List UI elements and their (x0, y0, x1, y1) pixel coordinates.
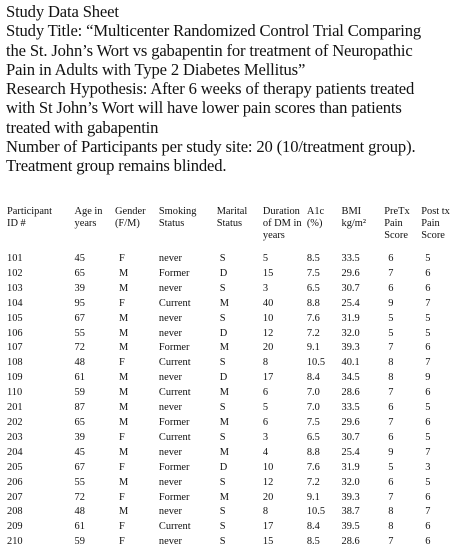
table-cell: 7.2 (306, 476, 320, 488)
table-cell: 9.1 (306, 342, 320, 354)
table-cell: 34.5 (341, 372, 360, 384)
table-cell: M (118, 387, 129, 399)
table-row (4, 431, 456, 446)
column-header-line: Pain (384, 217, 403, 229)
table-cell: 29.6 (341, 267, 360, 279)
column-header-line: years (262, 229, 285, 241)
table-cell: 10 (262, 312, 274, 324)
table-cell: never (158, 327, 182, 339)
table-cell: 6.5 (306, 431, 320, 443)
table-cell: 48 (74, 506, 85, 518)
table-cell: 87 (74, 402, 85, 414)
table-cell: M (118, 506, 129, 518)
table-cell: M (219, 387, 229, 399)
table-cell: 7 (425, 297, 431, 309)
table-cell: M (118, 372, 129, 384)
data-table-container (4, 206, 456, 550)
table-row (4, 267, 456, 282)
table-cell: 8 (388, 506, 394, 518)
table-row (4, 297, 456, 312)
sheet-title: Study Data Sheet (6, 2, 119, 21)
table-cell: 207 (7, 491, 23, 503)
table-cell: 8 (388, 372, 394, 384)
study-data-table (4, 206, 456, 550)
table-cell: 10 (262, 461, 274, 473)
table-cell: 31.9 (341, 312, 360, 324)
table-cell: 7 (388, 342, 394, 354)
table-cell: 5 (425, 312, 431, 324)
table-cell: 40.1 (341, 357, 360, 369)
table-cell: Former (158, 342, 190, 354)
table-row (4, 446, 456, 461)
column-header-line (342, 230, 385, 242)
column-header-line: Score (421, 229, 445, 241)
table-cell: 6 (425, 521, 431, 533)
table-cell: 30.7 (341, 282, 360, 294)
column-header (75, 206, 115, 252)
table-cell: Current (158, 297, 191, 309)
table-cell: 107 (7, 342, 23, 354)
hypothesis-line: Research Hypothesis: After 6 weeks of therapy patients treated (6, 79, 415, 99)
column-header-line: ID # (7, 217, 26, 229)
table-cell: M (118, 416, 129, 428)
table-cell: 7.2 (306, 327, 320, 339)
table-cell: 29.6 (341, 416, 360, 428)
table-cell: 8 (388, 357, 394, 369)
table-cell: 20 (262, 342, 274, 354)
column-header (115, 206, 159, 252)
column-header-line: PreTx (384, 206, 410, 217)
table-cell: 30.7 (341, 431, 360, 443)
table-header-row (4, 206, 456, 252)
table-cell: M (219, 416, 229, 428)
table-cell: 5 (388, 461, 394, 473)
column-header-line (75, 230, 115, 242)
table-cell: 8.8 (306, 297, 320, 309)
table-cell: M (219, 297, 229, 309)
table-cell: 40 (262, 297, 274, 309)
table-cell: 7 (425, 357, 431, 369)
table-cell: 25.4 (341, 446, 360, 458)
participants-line: Number of Participants per study site: 20 (10/treatment group). (6, 137, 416, 157)
table-cell: 39 (74, 282, 85, 294)
table-row (4, 535, 456, 550)
table-cell: S (219, 282, 226, 294)
table-cell: never (158, 446, 182, 458)
table-row (4, 252, 456, 267)
table-cell: 65 (74, 416, 85, 428)
table-cell: 9 (425, 372, 431, 384)
table-cell: 25.4 (341, 297, 360, 309)
table-row (4, 327, 456, 342)
table-cell: 8.4 (306, 372, 320, 384)
column-header-line (115, 230, 159, 242)
table-cell: 7 (388, 536, 394, 548)
study-title-line: Pain in Adults with Type 2 Diabetes Mellitus” (6, 59, 306, 79)
table-cell: 45 (74, 446, 85, 458)
table-row (4, 341, 456, 356)
table-body (4, 252, 456, 550)
table-cell: 6 (425, 536, 431, 548)
study-title-line: the St. John’s Wort vs gabapentin for treatment of Neuropathic (6, 40, 413, 60)
column-header-line: (%) (306, 217, 323, 229)
table-cell: M (219, 491, 229, 503)
table-cell: 105 (7, 312, 23, 324)
table-cell: 4 (262, 446, 269, 458)
column-header (307, 206, 342, 252)
table-cell: 39.3 (341, 491, 360, 503)
table-cell: 28.6 (341, 387, 360, 399)
table-row (4, 476, 456, 491)
table-cell: F (118, 253, 125, 264)
table-cell: 7 (425, 446, 431, 458)
table-cell: 7.6 (306, 461, 320, 473)
table-cell: M (118, 327, 129, 339)
table-cell: 6 (425, 282, 431, 294)
table-cell: 5 (388, 312, 394, 324)
table-cell: never (158, 253, 182, 264)
table-cell: S (219, 357, 226, 369)
table-cell: 5 (425, 327, 431, 339)
table-cell: 103 (7, 282, 23, 294)
table-cell: 7 (425, 506, 431, 518)
table-cell: 55 (74, 476, 85, 488)
table-cell: 5 (425, 476, 431, 488)
table-cell: 72 (74, 491, 85, 503)
table-cell: 3 (262, 431, 269, 443)
table-cell: Former (158, 491, 190, 503)
table-cell: Current (158, 387, 191, 399)
table-cell: 8.5 (306, 253, 320, 264)
table-cell: never (158, 372, 182, 384)
table-cell: F (118, 357, 125, 369)
table-cell: D (219, 327, 228, 339)
table-row (4, 386, 456, 401)
table-cell: 108 (7, 357, 23, 369)
column-header-line: Gender (114, 206, 146, 217)
table-cell: 8 (262, 506, 269, 518)
table-row (4, 356, 456, 371)
table-cell: 210 (7, 536, 23, 548)
table-cell: 7 (388, 387, 394, 399)
table-row (4, 461, 456, 476)
table-cell: 8.5 (306, 536, 320, 548)
table-cell: 5 (425, 431, 431, 443)
table-cell: 8 (388, 521, 394, 533)
table-cell: 3 (262, 282, 269, 294)
table-cell: 208 (7, 506, 23, 518)
table-cell: 6 (388, 253, 394, 264)
table-cell: 204 (7, 446, 23, 458)
table-cell: 206 (7, 476, 23, 488)
table-cell: 8.8 (306, 446, 320, 458)
table-cell: 7.0 (306, 402, 320, 414)
table-cell: never (158, 506, 182, 518)
table-cell: 6 (425, 387, 431, 399)
table-cell: 20 (262, 491, 274, 503)
column-header (217, 206, 263, 252)
table-cell: 6 (388, 476, 394, 488)
table-cell: 10.5 (306, 357, 326, 369)
column-header-line: Marital (216, 206, 248, 217)
table-cell: 6 (425, 267, 431, 279)
table-cell: 15 (262, 267, 274, 279)
table-cell: 59 (74, 536, 85, 548)
table-row (4, 416, 456, 431)
table-row (4, 505, 456, 520)
table-cell: 6 (425, 416, 431, 428)
column-header-line: Age in (74, 206, 103, 217)
column-header (159, 206, 217, 252)
table-row (4, 401, 456, 416)
column-header-line: A1c (306, 206, 325, 217)
table-cell: 201 (7, 402, 23, 414)
table-cell: Former (158, 416, 190, 428)
table-cell: 9 (388, 446, 394, 458)
table-cell: S (219, 536, 226, 548)
table-cell: Current (158, 357, 191, 369)
column-header-line: (F/M) (114, 217, 140, 229)
table-cell: 5 (425, 253, 431, 264)
table-cell: 202 (7, 416, 23, 428)
column-header-line (307, 230, 342, 242)
column-header-line: Participant (7, 206, 53, 217)
table-cell: 32.0 (341, 476, 360, 488)
table-cell: M (118, 402, 129, 414)
table-cell: 109 (7, 372, 23, 384)
column-header (421, 206, 456, 252)
column-header-line (159, 230, 217, 242)
column-header (342, 206, 385, 252)
table-cell: 6 (262, 416, 269, 428)
table-cell: 39.3 (341, 342, 360, 354)
table-cell: S (219, 521, 226, 533)
table-cell: 9 (388, 297, 394, 309)
table-row (4, 520, 456, 535)
hypothesis-line: with St John’s Wort will have lower pain scores than patients (6, 98, 402, 118)
table-cell: 209 (7, 521, 23, 533)
table-cell: 6 (425, 342, 431, 354)
table-cell: 6 (262, 387, 269, 399)
table-cell: 104 (7, 297, 23, 309)
table-cell: 61 (74, 521, 85, 533)
table-cell: 32.0 (341, 327, 360, 339)
table-cell: M (118, 342, 129, 354)
table-cell: Current (158, 521, 191, 533)
table-cell: 39 (74, 431, 85, 443)
table-cell: 15 (262, 536, 274, 548)
table-cell: 31.9 (341, 461, 360, 473)
table-cell: 61 (74, 372, 85, 384)
table-cell: S (219, 312, 226, 324)
table-cell: S (219, 402, 226, 414)
table-cell: 67 (74, 312, 85, 324)
table-cell: 7 (388, 416, 394, 428)
study-title-line: Study Title: “Multicenter Randomized Control Trial Comparing (6, 21, 422, 41)
table-cell: 6 (388, 282, 394, 294)
column-header (263, 206, 307, 252)
table-cell: 17 (262, 521, 274, 533)
table-cell: D (219, 267, 228, 279)
table-cell: D (219, 372, 228, 384)
table-cell: 7 (388, 267, 394, 279)
table-cell: F (118, 297, 125, 309)
table-cell: 9.1 (306, 491, 320, 503)
column-header-line: of DM in (262, 217, 302, 229)
table-row (4, 371, 456, 386)
table-cell: 12 (262, 327, 274, 339)
table-cell: Current (158, 431, 191, 443)
table-row (4, 282, 456, 297)
table-cell: 6 (388, 402, 394, 414)
column-header-line: Score (384, 229, 408, 241)
table-cell: 6.5 (306, 282, 320, 294)
table-cell: 7.5 (306, 267, 320, 279)
table-row (4, 491, 456, 506)
table-cell: 7 (388, 491, 394, 503)
table-cell: 55 (74, 327, 85, 339)
table-cell: 6 (388, 431, 394, 443)
table-cell: 38.7 (341, 506, 360, 518)
column-header (384, 206, 421, 252)
table-cell: 10.5 (306, 506, 326, 518)
table-cell: 48 (74, 357, 85, 369)
table-cell: 7.5 (306, 416, 320, 428)
table-cell: 65 (74, 267, 85, 279)
table-cell: Former (158, 267, 190, 279)
table-cell: 205 (7, 461, 23, 473)
table-cell: F (118, 491, 125, 503)
column-header-line: Duration (262, 206, 300, 217)
table-cell: 5 (262, 402, 269, 414)
table-cell: 8.4 (306, 521, 320, 533)
hypothesis-line: treated with gabapentin (6, 117, 159, 137)
table-cell: D (219, 461, 228, 473)
table-cell: M (219, 446, 229, 458)
table-cell: 106 (7, 327, 23, 339)
table-cell: never (158, 402, 182, 414)
table-cell: never (158, 312, 182, 324)
column-header-line (7, 230, 75, 242)
table-cell: never (158, 282, 182, 294)
column-header-line: years (74, 217, 97, 229)
table-cell: 102 (7, 267, 23, 279)
table-cell: 3 (425, 461, 431, 473)
column-header-line: Pain (421, 217, 440, 229)
table-cell: S (219, 476, 226, 488)
column-header-line (217, 230, 263, 242)
table-cell: 110 (7, 387, 23, 399)
table-cell: 8 (262, 357, 269, 369)
study-header (6, 2, 456, 176)
table-cell: M (118, 446, 129, 458)
table-cell: F (118, 461, 125, 473)
table-cell: 45 (74, 253, 85, 264)
table-cell: 7.0 (306, 387, 320, 399)
column-header-line: Status (158, 217, 185, 229)
table-cell: 5 (388, 327, 394, 339)
table-cell: never (158, 536, 182, 548)
table-cell: 28.6 (341, 536, 360, 548)
table-cell: 33.5 (341, 402, 360, 414)
table-cell: 12 (262, 476, 274, 488)
table-cell: 101 (7, 253, 23, 264)
table-cell: S (219, 431, 226, 443)
column-header-line: BMI (341, 206, 362, 217)
column-header-line: Post tx (421, 206, 450, 217)
table-row (4, 312, 456, 327)
column-header-line: Smoking (158, 206, 197, 217)
table-cell: 72 (74, 342, 85, 354)
table-cell: 33.5 (341, 253, 360, 264)
column-header-line: kg/m² (341, 217, 366, 229)
table-cell: M (118, 476, 129, 488)
table-cell: F (118, 536, 125, 548)
table-cell: 203 (7, 431, 23, 443)
table-cell: 95 (74, 297, 85, 309)
table-cell: F (118, 521, 125, 533)
table-cell: 7.6 (306, 312, 320, 324)
table-cell: 5 (262, 253, 269, 264)
table-cell: 6 (425, 491, 431, 503)
column-header-line: Status (216, 217, 243, 229)
table-cell: M (118, 312, 129, 324)
table-cell: Former (158, 461, 190, 473)
table-cell: M (118, 267, 129, 279)
blinding-note: Treatment group remains blinded. (6, 156, 227, 176)
table-cell: M (219, 342, 229, 354)
table-cell: S (219, 506, 226, 518)
column-header (4, 206, 75, 252)
table-cell: 59 (74, 387, 85, 399)
table-cell: 67 (74, 461, 85, 473)
table-cell: 39.5 (341, 521, 360, 533)
table-cell: never (158, 476, 182, 488)
table-cell: 17 (262, 372, 274, 384)
table-cell: M (118, 282, 129, 294)
table-cell: F (118, 431, 125, 443)
table-cell: S (219, 253, 226, 264)
table-cell: 5 (425, 402, 431, 414)
